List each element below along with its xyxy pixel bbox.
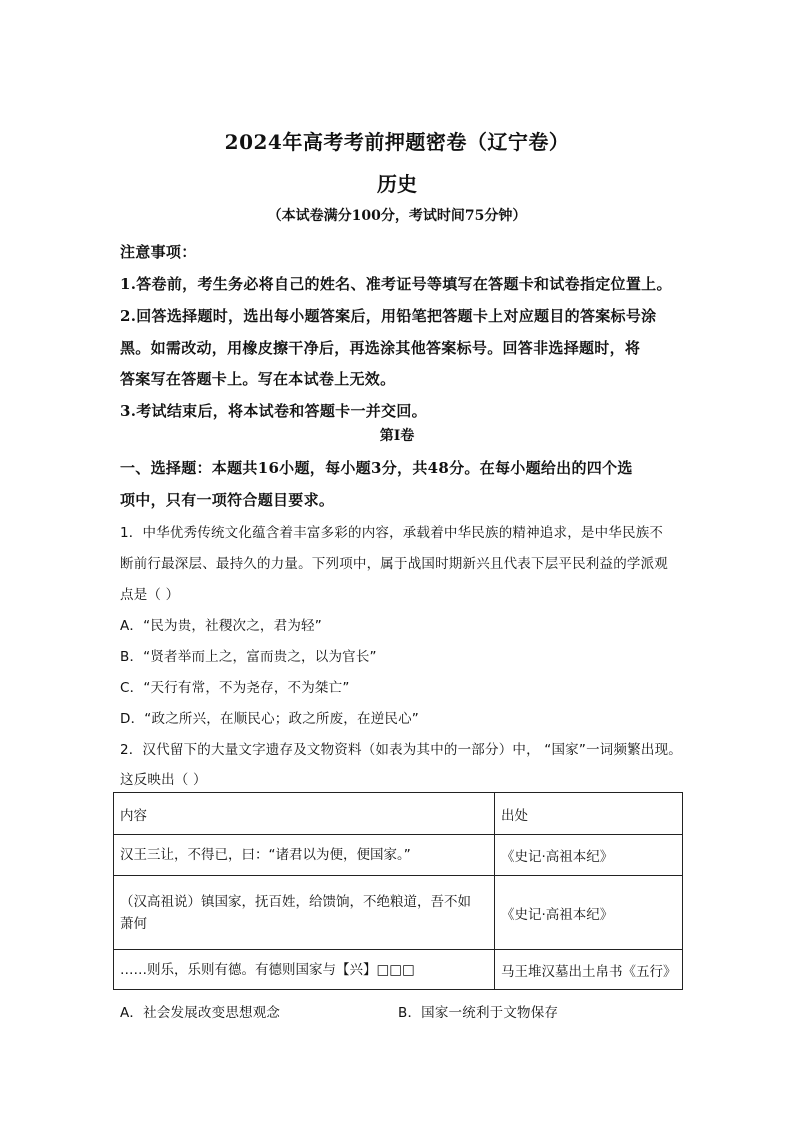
table-row: [114, 950, 683, 990]
q1-stem-line-2: 断前行最深层、最持久的力量。下列项中，属于战国时期新兴且代表下层平民利益的学派观: [120, 556, 668, 572]
section-title: 第Ⅰ卷: [379, 428, 415, 444]
q1-stem-line-3: 点是（ ）: [120, 587, 180, 603]
section-instruction-1: 一、选择题：本题共16小题，每小题3分，共48分。在每小题给出的四个选: [120, 459, 633, 477]
table-cell-content: [114, 835, 495, 876]
table-cell-content: [114, 876, 495, 950]
cell-line: 萧何: [120, 915, 147, 932]
table-row: [114, 876, 683, 950]
table-cell-source: 《史记·高祖本纪》: [495, 876, 683, 950]
notes-item-2: 2.回答选择题时，选出每小题答案后，用铅笔把答题卡上对应题目的答案标号涂: [120, 307, 657, 325]
section-instruction-2: 项中，只有一项符合题目要求。: [120, 491, 335, 509]
q1-stem-line-1: 1．中华优秀传统文化蕴含着丰富多彩的内容，承载着中华民族的精神追求，是中华民族不: [120, 525, 664, 541]
cell-line: 汉王三让，不得已，曰：“诸君以为便，便国家。”: [120, 847, 411, 863]
exam-title: 2024年高考考前押题密卷（辽宁卷）: [224, 130, 570, 154]
q2-stem-line-2: 这反映出（ ）: [120, 772, 207, 788]
q2-option-b: B．国家一统利于文物保存: [398, 1005, 559, 1021]
notes-item-3: 3.考试结束后，将本试卷和答题卡一并交回。: [120, 402, 427, 420]
table-header-content: 内容: [114, 793, 495, 835]
table-row: [114, 835, 683, 876]
q1-option-c: C．“天行有常，不为尧存，不为桀亡”: [120, 680, 350, 696]
table-header-source: 出处: [495, 793, 683, 835]
subject-title: 历史: [377, 172, 417, 196]
q2-stem-line-1: 2．汉代留下的大量文字遗存及文物资料（如表为其中的一部分）中， “国家”一词频繁出现。: [120, 742, 682, 758]
q1-option-a: A．“民为贵，社稷次之，君为轻”: [120, 618, 322, 634]
table-cell-source: 《史记·高祖本纪》: [495, 835, 683, 876]
cell-line: ……则乐，乐则有德。有德则国家与【兴】□□□: [120, 961, 415, 978]
q1-option-b: B．“贤者举而上之，富而贵之，以为官长”: [120, 649, 377, 665]
notes-item-1: 1.答卷前，考生务必将自己的姓名、准考证号等填写在答题卡和试卷指定位置上。: [120, 275, 672, 293]
notes-item-2-cont: 黑。如需改动，用橡皮擦干净后，再选涂其他答案标号。回答非选择题时，将: [120, 339, 641, 357]
notes-heading: 注意事项：: [120, 243, 197, 261]
q2-table: [113, 792, 683, 990]
table-header-row: [114, 793, 683, 835]
score-info: （本试卷满分100分，考试时间75分钟）: [267, 208, 527, 224]
table-cell-source: 马王堆汉墓出土帛书《五行》: [495, 950, 683, 990]
q1-option-d: D．“政之所兴，在顺民心；政之所废，在逆民心”: [120, 711, 419, 727]
cell-line: （汉高祖说）镇国家，抚百姓，给馈饷，不绝粮道，吾不如: [120, 893, 471, 910]
table-cell-content: [114, 950, 495, 990]
q2-option-a: A．社会发展改变思想观念: [120, 1005, 281, 1021]
notes-item-2-cont-2: 答案写在答题卡上。写在本试卷上无效。: [120, 370, 396, 388]
